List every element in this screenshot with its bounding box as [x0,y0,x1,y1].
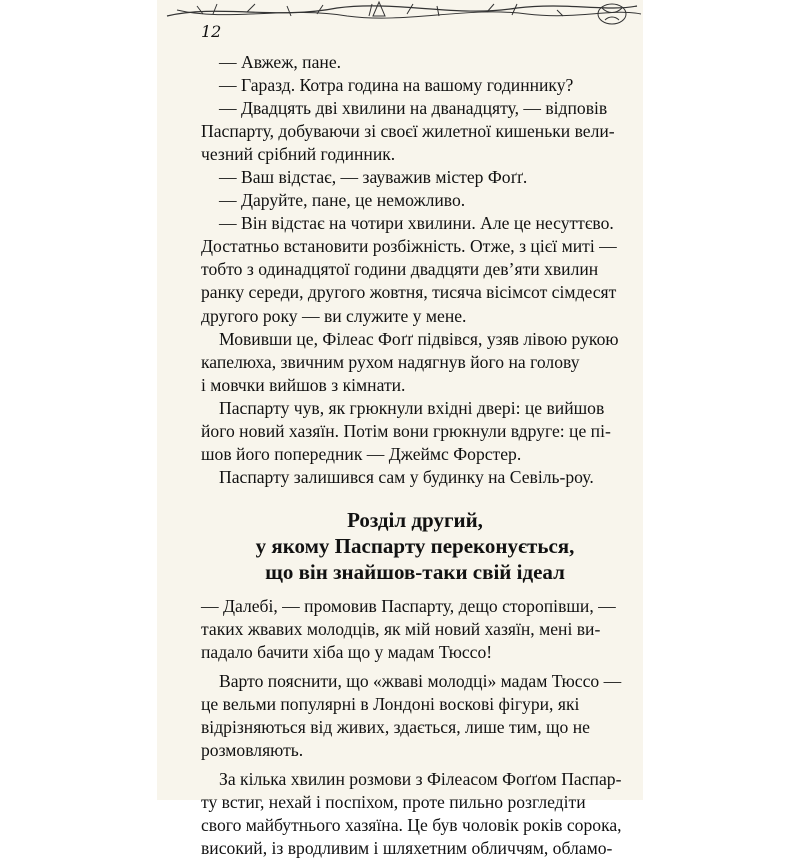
text-line: таких жвавих молодців, як мій новий хазяїн, мені ви- [201,618,601,639]
text-line: шов його попередник — Джеймс Форстер. [201,443,522,464]
text-line: падало бачити хіба що у мадам Тюссо! [201,641,493,662]
text-line: його новий хазяїн. Потім вони грюкнули вдруге: це пі- [201,420,611,441]
text-line: чезний срібний годинник. [201,144,396,165]
text-line: ту встиг, нехай і поспіхом, проте пильно розгледіти [201,792,586,813]
text-line: — Він відстає на чотири хвилини. Але це несуттєво. [219,213,614,234]
text-line: Мовивши це, Філеас Фоґґ підвівся, узяв лівою рукою [219,328,619,349]
paragraph [201,166,629,189]
text-line: розмовляють. [201,740,304,761]
text-line: високий, із вродливим і шляхетним обличчям, обламо- [201,838,613,859]
page-number: 12 [201,22,222,41]
chapter-heading-line: Розділ другий, [347,507,483,532]
paragraph [201,97,629,166]
text-line: — Двадцять дві хвилини на дванадцяту, — відповів [219,98,608,119]
text-line: — Ваш відстає, — зауважив містер Фоґґ. [219,167,528,188]
paragraph [201,595,629,664]
paragraph [201,189,629,212]
text-line: Паспарту чув, як грюкнули вхідні двері: це вийшов [219,397,605,418]
chapter-heading [201,507,629,585]
paragraph [201,212,629,327]
text-line: Варто пояснити, що «жваві молодці» мадам Тюссо — [219,671,622,692]
text-line: другого року — ви служите у мене. [201,305,467,326]
paragraph [201,51,629,74]
paragraph [201,328,629,397]
text-line: За кілька хвилин розмови з Філеасом Фоґґом Паспар- [219,769,622,790]
text-line: — Авжеж, пане. [219,52,342,72]
paragraph [201,74,629,97]
paragraph [201,466,629,489]
text-line: Достатньо встановити розбіжність. Отже, з цієї миті — [201,236,617,257]
text-line: тобто з одинадцятої години двадцяти дев’яти хвилин [201,259,599,280]
text-line: — Даруйте, пане, це неможливо. [219,190,466,211]
text-line: капелюха, звичним рухом надягнув його на голову [201,351,580,372]
text-line: свого майбутнього хазяїна. Це був чоловік років сорока, [201,815,622,836]
chapter-heading-line: у якому Паспарту переконується, [255,533,575,558]
header-ornament [157,0,643,44]
chapter-heading-line: що він знайшов-таки свій ідеал [265,559,565,584]
text-line: відрізняються від живих, здається, лише тим, що не [201,717,590,738]
paragraph [201,670,629,762]
text-line: — Гаразд. Котра година на вашому годиннику? [219,75,574,96]
text-line: Паспарту залишився сам у будинку на Севіль-роу. [219,466,594,487]
book-page [157,0,643,859]
paragraph [201,768,629,860]
body-text [201,51,629,860]
text-line: це вельми популярні в Лондоні воскові фігури, які [201,694,580,715]
text-line: ранку середи, другого жовтня, тисяча вісімсот сімдесят [201,282,617,303]
text-line: — Далебі, — промовив Паспарту, дещо сторопівши, — [201,595,616,616]
paragraph [201,397,629,466]
text-line: Паспарту, добуваючи зі своєї жилетної кишеньки вели- [201,121,615,142]
text-line: і мовчки вийшов з кімнати. [201,374,406,395]
